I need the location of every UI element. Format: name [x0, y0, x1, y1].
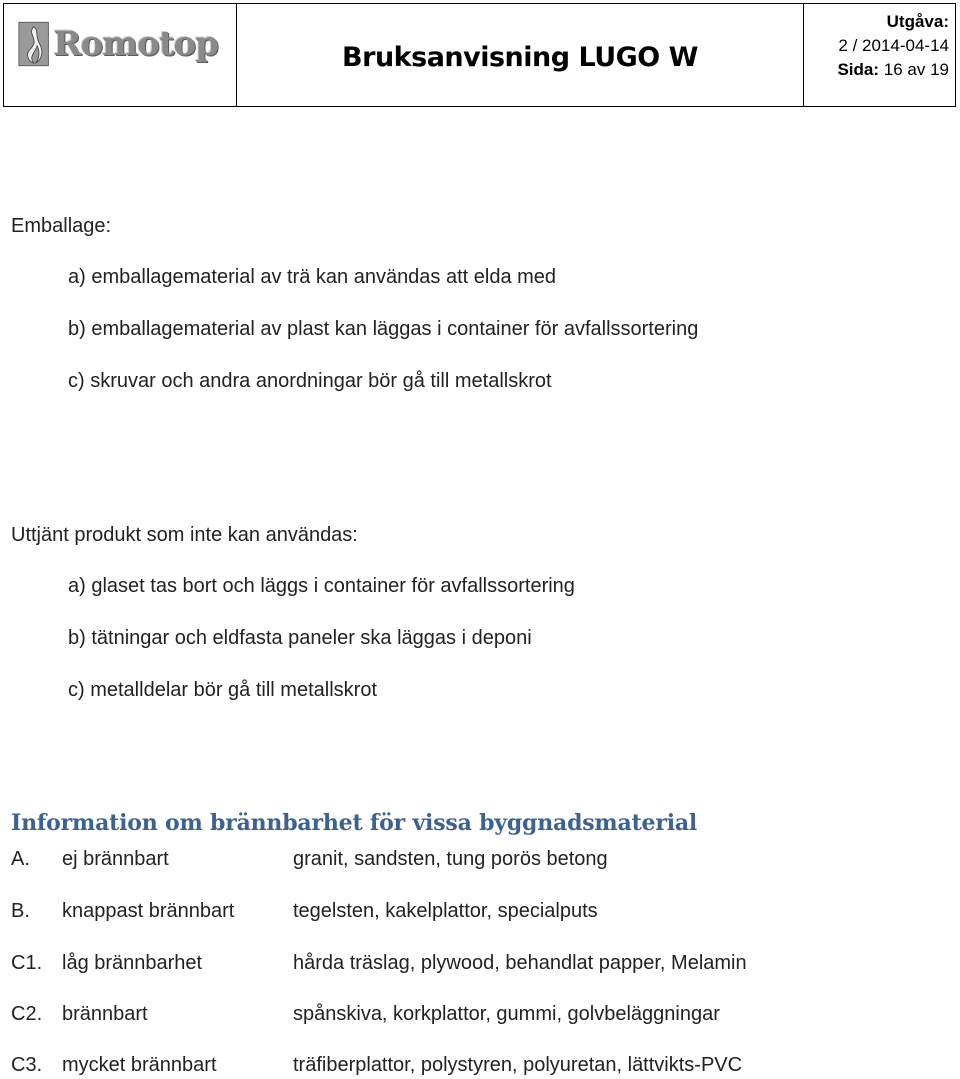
material-class-name: ej brännbart: [62, 848, 169, 870]
material-class-code: C1.: [11, 952, 43, 974]
material-examples: träfiberplattor, polystyren, polyuretan, lättvikts-PVC: [293, 1054, 743, 1076]
packaging-item: a) emballagematerial av trä kan användas att elda med: [68, 266, 557, 288]
edition-label: Utgåva:: [886, 12, 949, 31]
edition-value: 2 / 2014-04-14: [838, 36, 949, 55]
material-examples: hårda träslag, plywood, behandlat papper, Melamin: [293, 952, 747, 974]
material-class-code: B.: [11, 900, 30, 922]
material-class-name: mycket brännbart: [62, 1054, 217, 1076]
document-title: Bruksanvisning LUGO W: [342, 41, 698, 73]
document-header: [3, 3, 956, 107]
worn-product-item: c) metalldelar bör gå till metallskrot: [68, 679, 377, 701]
material-examples: spånskiva, korkplattor, gummi, golvbeläggningar: [293, 1003, 720, 1025]
packaging-heading: Emballage:: [11, 215, 112, 237]
packaging-item: c) skruvar och andra anordningar bör gå till metallskrot: [68, 370, 552, 392]
title-cell: [237, 4, 804, 106]
page-label: Sida:: [837, 60, 880, 79]
material-class-code: A.: [11, 848, 30, 870]
worn-product-heading: Uttjänt produkt som inte kan användas:: [11, 524, 358, 546]
logo-cell: [4, 4, 237, 106]
brand-logo: [18, 12, 218, 76]
material-class-name: låg brännbarhet: [62, 952, 203, 974]
logo-wordmark: Romotop: [53, 24, 218, 64]
worn-product-item: b) tätningar och eldfasta paneler ska läggas i deponi: [68, 627, 532, 649]
flammability-heading: Information om brännbarhet för vissa byggnadsmaterial: [11, 810, 698, 836]
material-examples: granit, sandsten, tung porös betong: [293, 848, 608, 870]
worn-product-item: a) glaset tas bort och läggs i container för avfallssortering: [68, 575, 575, 597]
packaging-item: b) emballagematerial av plast kan läggas i container för avfallssortering: [68, 318, 699, 340]
material-class-code: C3.: [11, 1054, 43, 1076]
material-class-name: brännbart: [62, 1003, 148, 1025]
page-value: 16 av 19: [883, 60, 949, 79]
material-class-code: C2.: [11, 1003, 43, 1025]
material-class-name: knappast brännbart: [62, 900, 235, 922]
meta-cell: [804, 4, 955, 106]
flame-emblem-icon: [18, 18, 49, 70]
material-examples: tegelsten, kakelplattor, specialputs: [293, 900, 598, 922]
